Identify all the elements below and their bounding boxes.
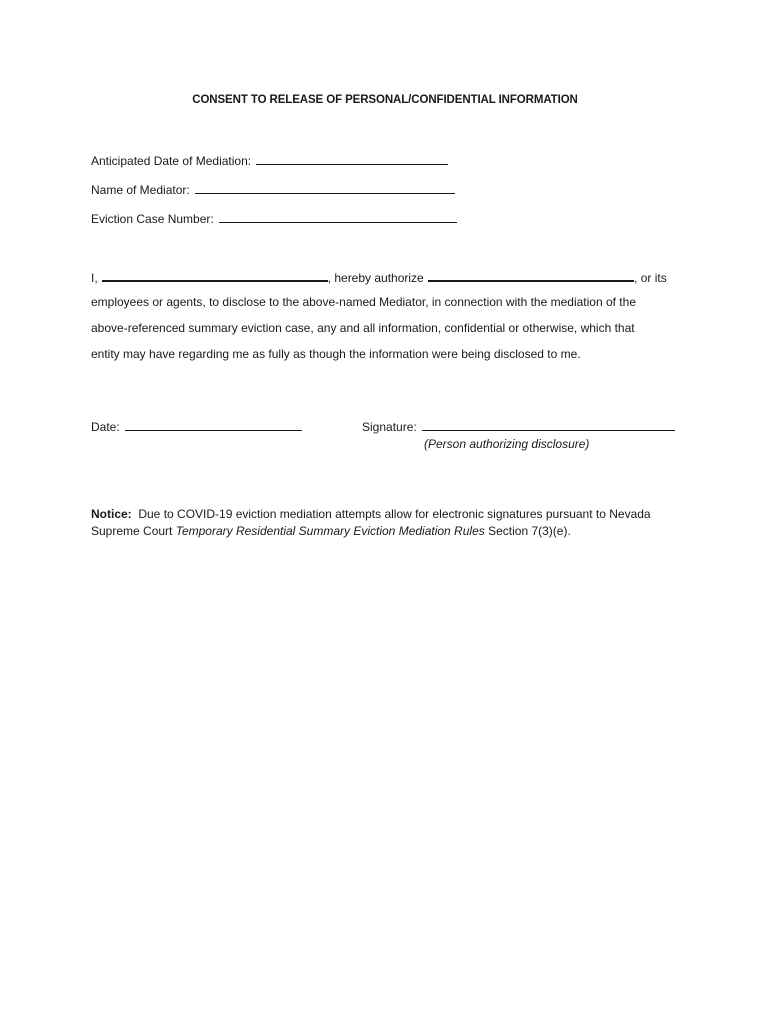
mediator-name-label: Name of Mediator:	[91, 183, 190, 197]
date-field[interactable]	[125, 419, 302, 431]
case-number-field[interactable]	[219, 211, 457, 223]
signature-field[interactable]	[422, 419, 675, 431]
notice-text-before: Due to COVID-19 eviction mediation attempts allow for electronic signatures pursuant to Nevada Supreme Court	[91, 507, 651, 538]
notice-text-after: Section 7(3)(e).	[488, 524, 571, 538]
authorization-line-3: above-referenced summary eviction case, any and all information, confidential or otherwise, which that	[91, 321, 635, 335]
mediation-date-row	[91, 153, 450, 168]
authorization-line-4: entity may have regarding me as fully as though the information were being disclosed to me.	[91, 347, 581, 361]
authorization-suffix: , or its	[634, 271, 667, 285]
document-title: CONSENT TO RELEASE OF PERSONAL/CONFIDENTIAL INFORMATION	[192, 94, 578, 106]
date-label: Date:	[91, 420, 120, 434]
authorization-line-2: employees or agents, to disclose to the above-named Mediator, in connection with the mediation of the	[91, 295, 636, 309]
authorization-prefix: I,	[91, 271, 98, 285]
mediation-date-field[interactable]	[256, 153, 448, 165]
authorizing-person-field[interactable]	[102, 269, 328, 282]
signature-row	[362, 419, 677, 434]
mediation-date-label: Anticipated Date of Mediation:	[91, 154, 252, 168]
authorization-line-1	[91, 269, 667, 285]
date-row	[91, 419, 304, 434]
mediator-name-field[interactable]	[195, 182, 455, 194]
signature-label: Signature:	[362, 420, 417, 434]
notice-label: Notice:	[91, 507, 132, 521]
notice-paragraph	[91, 506, 691, 540]
authorized-entity-field[interactable]	[428, 269, 634, 282]
case-number-label: Eviction Case Number:	[91, 212, 214, 226]
case-number-row	[91, 211, 459, 226]
notice-rules-name: Temporary Residential Summary Eviction Mediation Rules	[175, 524, 485, 538]
signature-caption: (Person authorizing disclosure)	[424, 437, 590, 451]
mediator-name-row	[91, 182, 457, 197]
authorization-middle: , hereby authorize	[327, 271, 424, 285]
